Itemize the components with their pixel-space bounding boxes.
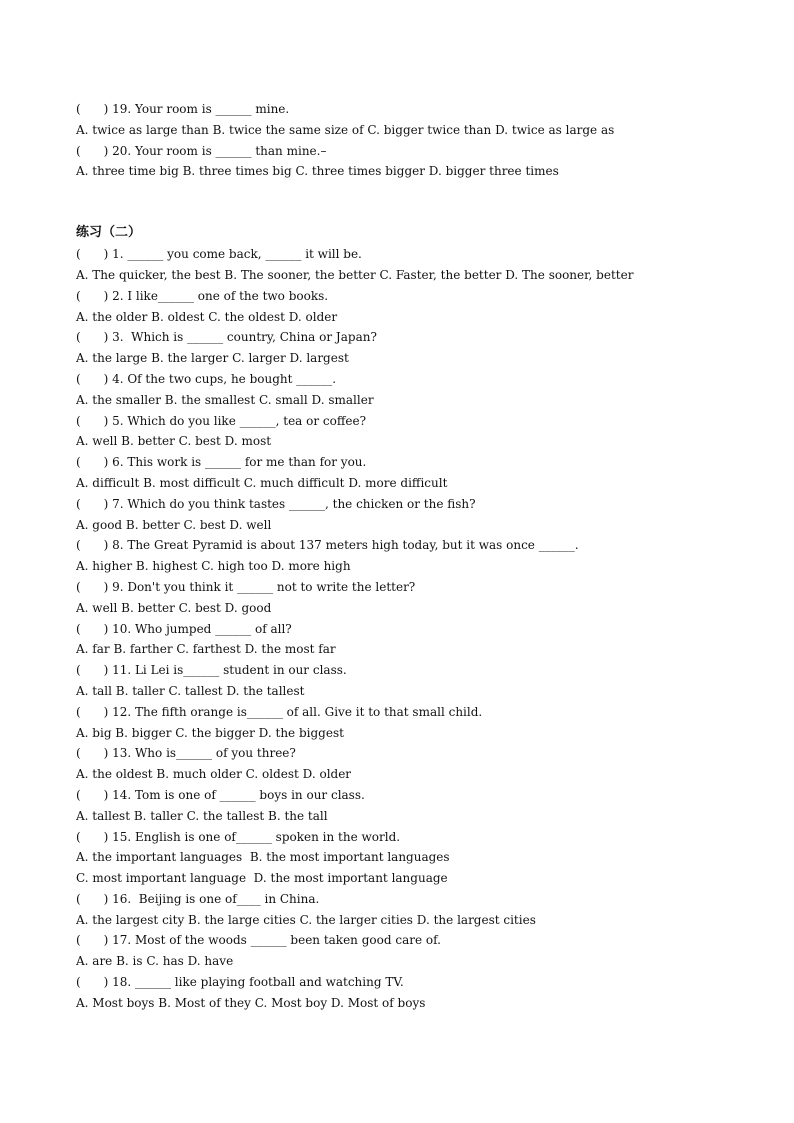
options-line: A. good B. better C. best D. well bbox=[76, 517, 272, 532]
options-line: A. three time big B. three times big C. three times bigger D. bigger three times bbox=[76, 164, 559, 179]
options-line: A. far B. farther C. farthest D. the most far bbox=[76, 642, 336, 657]
document-page bbox=[76, 99, 776, 1014]
options-line: A. the important languages B. the most important languages bbox=[76, 850, 450, 865]
options-line: A. Most boys B. Most of they C. Most boy D. Most of boys bbox=[76, 995, 426, 1010]
question-line: ( ) 7. Which do you think tastes ______, the chicken or the fish? bbox=[76, 496, 476, 511]
question-line: ( ) 1. ______ you come back, ______ it will be. bbox=[76, 247, 362, 262]
options-line: A. the oldest B. much older C. oldest D. older bbox=[76, 767, 352, 782]
options-line: A. tallest B. taller C. the tallest B. the tall bbox=[76, 808, 328, 823]
question-line: ( ) 17. Most of the woods ______ been taken good care of. bbox=[76, 933, 441, 948]
options-line: A. higher B. highest C. high too D. more high bbox=[76, 559, 351, 574]
options-line: A. the smaller B. the smallest C. small D. smaller bbox=[76, 392, 374, 407]
options-line: A. tall B. taller C. tallest D. the tallest bbox=[76, 683, 305, 698]
section-spacer bbox=[76, 182, 776, 222]
question-line: ( ) 13. Who is______ of you three? bbox=[76, 746, 296, 761]
section-1-questions bbox=[76, 99, 776, 182]
question-line: ( ) 15. English is one of______ spoken in the world. bbox=[76, 829, 401, 844]
options-line: A. difficult B. most difficult C. much difficult D. more difficult bbox=[76, 475, 448, 490]
options-line: A. well B. better C. best D. good bbox=[76, 600, 272, 615]
options-line: A. the large B. the larger C. larger D. largest bbox=[76, 351, 349, 366]
question-line: ( ) 4. Of the two cups, he bought ______. bbox=[76, 371, 337, 386]
options-line: A. the older B. oldest C. the oldest D. older bbox=[76, 309, 338, 324]
question-line: ( ) 14. Tom is one of ______ boys in our class. bbox=[76, 787, 365, 802]
section-heading: 练习（二） bbox=[76, 225, 142, 241]
section-2-lines bbox=[76, 244, 776, 1013]
question-line: ( ) 2. I like______ one of the two books. bbox=[76, 288, 329, 303]
question-line: ( ) 11. Li Lei is______ student in our class. bbox=[76, 663, 347, 678]
question-line: ( ) 3. Which is ______ country, China or Japan? bbox=[76, 330, 377, 345]
options-line: A. big B. bigger C. the bigger D. the biggest bbox=[76, 725, 344, 740]
options-line: A. twice as large than B. twice the same size of C. bigger twice than D. twice as large as bbox=[76, 122, 615, 137]
options-line: A. are B. is C. has D. have bbox=[76, 954, 234, 969]
options-line: A. The quicker, the best B. The sooner, the better C. Faster, the better D. The sooner, better bbox=[76, 267, 634, 282]
question-line: ( ) 16. Beijing is one of____ in China. bbox=[76, 891, 320, 906]
options-line: A. well B. better C. best D. most bbox=[76, 434, 272, 449]
question-line: ( ) 20. Your room is ______ than mine.– bbox=[76, 143, 327, 158]
options-line: A. the largest city B. the large cities C. the larger cities D. the largest cities bbox=[76, 912, 536, 927]
options-line: C. most important language D. the most important language bbox=[76, 871, 448, 886]
section-2-exercise bbox=[76, 222, 776, 1013]
question-line: ( ) 6. This work is ______ for me than for you. bbox=[76, 455, 367, 470]
question-line: ( ) 5. Which do you like ______, tea or coffee? bbox=[76, 413, 367, 428]
question-line: ( ) 18. ______ like playing football and watching TV. bbox=[76, 975, 404, 990]
question-line: ( ) 8. The Great Pyramid is about 137 meters high today, but it was once ______. bbox=[76, 538, 579, 553]
question-line: ( ) 12. The fifth orange is______ of all. Give it to that small child. bbox=[76, 704, 483, 719]
question-line: ( ) 19. Your room is ______ mine. bbox=[76, 102, 290, 116]
question-line: ( ) 9. Don't you think it ______ not to write the letter? bbox=[76, 579, 416, 594]
question-line: ( ) 10. Who jumped ______ of all? bbox=[76, 621, 292, 636]
